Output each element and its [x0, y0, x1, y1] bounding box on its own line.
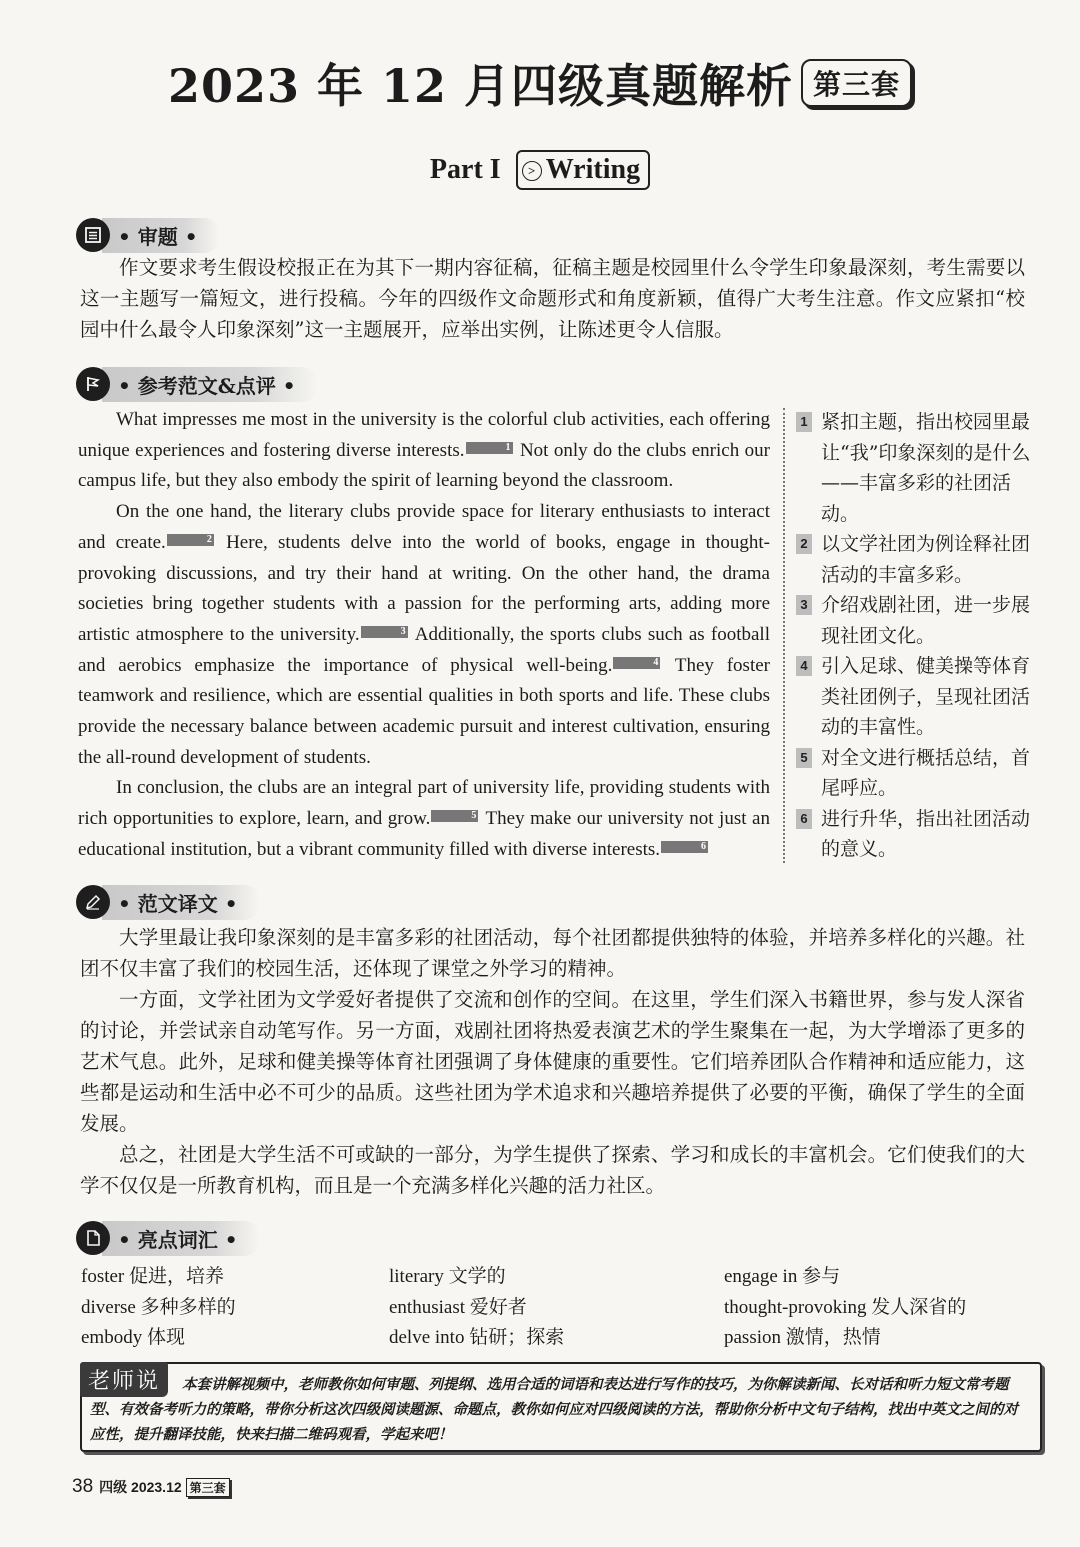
page-number: 38 [72, 1476, 94, 1497]
note-marker-4: 4 [613, 657, 660, 669]
note-item [796, 743, 1036, 804]
pen-icon [76, 885, 110, 919]
page-title [0, 50, 1080, 116]
note-text: 紧扣主题，指出校园里最让“我”印象深刻的是什么——丰富多彩的社团活动。 [821, 411, 1031, 525]
essay-text: They foster teamwork and resilience, which are essential qualities in both sports and life. These clubs provide the necessary balance between academic pursuit and interest cultivation, ensuring the all-round development of students. [78, 654, 770, 768]
vocab-item: foster 促进，培养 [81, 1266, 225, 1287]
essay-text: Here, students delve into the world of books, engage in thought-provoking discussions, and try their hand at writing. On the other hand, the drama societies bring together students with a passion for the performing arts, adding more artistic atmosphere to the university. [78, 531, 770, 645]
document-icon [76, 1221, 110, 1255]
section-vocab-header [76, 1221, 260, 1255]
note-item [796, 590, 1036, 651]
note-number: 4 [796, 656, 812, 676]
list-icon [76, 218, 110, 252]
section-vocab-label: • 亮点词汇 • [102, 1221, 260, 1256]
vocab-item: passion 激情，热情 [724, 1327, 881, 1348]
vocab-item: diverse 多种多样的 [81, 1296, 236, 1318]
section-essay-label: • 参考范文&点评 • [102, 367, 318, 402]
section-translation-label: • 范文译文 • [102, 885, 260, 920]
vocab-column-1 [81, 1262, 236, 1354]
essay-paragraph-3 [78, 773, 770, 865]
part-writing-box [516, 150, 650, 190]
section-analysis-label: • 审题 • [102, 218, 220, 253]
part-writing-label: Writing [545, 154, 641, 185]
essay-text: On the one hand, the literary clubs provide space for literary enthusiasts to interact and create. [78, 501, 770, 553]
note-text: 引入足球、健美操等体育类社团例子，呈现社团活动的丰富性。 [821, 655, 1031, 738]
note-number: 2 [796, 534, 812, 554]
vocab-column-2 [389, 1262, 564, 1354]
vocab-column-3 [724, 1262, 966, 1354]
set-badge: 第三套 [801, 59, 912, 107]
flag-icon [76, 367, 110, 401]
section-essay-header [76, 367, 318, 401]
essay-text: Not only do the clubs enrich our campus life, but they also embody the spirit of learning beyond the classroom. [78, 439, 770, 492]
note-number: 1 [796, 412, 812, 432]
note-number: 3 [796, 595, 812, 615]
vocab-item: enthusiast 爱好者 [389, 1296, 527, 1318]
section-translation-header [76, 885, 260, 919]
translation-paragraph-3: 总之，社团是大学生活不可或缺的一部分，为学生提供了探索、学习和成长的丰富机会。它们使我们的大学不仅仅是一所教育机构，而且是一个充满多样化兴趣的活力社区。 [80, 1143, 1025, 1197]
note-item [796, 407, 1036, 529]
page-footer [72, 1476, 230, 1498]
note-text: 介绍戏剧社团，进一步展现社团文化。 [821, 594, 1031, 647]
note-number: 5 [796, 748, 812, 768]
commentary-notes [796, 407, 1036, 865]
essay-text: They make our university not just an educational institution, but a vibrant community filled with diverse interests. [78, 808, 770, 860]
note-marker-5: 5 [431, 810, 478, 822]
analysis-text [80, 252, 1025, 345]
section-analysis-header [76, 218, 220, 252]
note-marker-6: 6 [661, 841, 708, 853]
part-heading [0, 150, 1080, 190]
note-marker-2: 2 [167, 534, 214, 546]
vocab-item: delve into 钻研；探索 [389, 1327, 565, 1348]
note-item [796, 651, 1036, 743]
column-divider [783, 408, 785, 863]
teacher-says-tag: 老师说 [80, 1362, 168, 1397]
footer-text: 四级 2023.12 [99, 1479, 182, 1495]
note-number: 6 [796, 809, 812, 829]
vocab-item: literary 文学的 [389, 1266, 506, 1287]
vocab-item: engage in 参与 [724, 1266, 841, 1287]
chevron-right-icon: > [522, 161, 542, 181]
essay-paragraph-1 [78, 405, 770, 497]
essay-text: In conclusion, the clubs are an integral part of university life, providing students with rich opportunities to explore, learn, and grow. [78, 777, 770, 830]
note-marker-3: 3 [361, 626, 408, 638]
essay-body [78, 405, 770, 866]
essay-text: Additionally, the sports clubs such as football and aerobics emphasize the importance of physical well-being. [78, 623, 770, 676]
teacher-says-box [80, 1362, 1042, 1452]
essay-paragraph-2 [78, 497, 770, 773]
part-label: Part I [429, 154, 501, 185]
page-title-text: 2023 年 12 月四级真题解析 [167, 59, 794, 113]
vocab-item: thought-provoking 发人深省的 [724, 1296, 967, 1318]
footer-badge: 第三套 [186, 1478, 230, 1497]
translation-paragraph-1: 大学里最让我印象深刻的是丰富多彩的社团活动，每个社团都提供独特的体验，并培养多样化的兴趣。社团不仅丰富了我们的校园生活，还体现了课堂之外学习的精神。 [80, 926, 1025, 980]
note-marker-1: 1 [466, 442, 513, 454]
translation-text [80, 922, 1025, 1201]
note-text: 进行升华，指出社团活动的意义。 [821, 807, 1031, 860]
note-item [796, 804, 1036, 865]
note-item [796, 529, 1036, 590]
essay-text: What impresses me most in the university is the colorful club activities, each offering unique experiences and fostering diverse interests. [78, 409, 770, 461]
analysis-paragraph: 作文要求考生假设校报正在为其下一期内容征稿，征稿主题是校园里什么令学生印象最深刻，考生需要以这一主题写一篇短文，进行投稿。今年的四级作文命题形式和角度新颖，值得广大考生注意。作文应紧扣“校园中什么最令人印象深刻”这一主题展开，应举出实例，让陈述更令人信服。 [80, 256, 1025, 341]
note-text: 对全文进行概括总结，首尾呼应。 [821, 746, 1031, 799]
translation-paragraph-2: 一方面，文学社团为文学爱好者提供了交流和创作的空间。在这里，学生们深入书籍世界，参与发人深省的讨论，并尝试亲自动笔写作。另一方面，戏剧社团将热爱表演艺术的学生聚集在一起，为大学增添了更多的艺术气息。此外，足球和健美操等体育社团强调了身体健康的重要性。它们培养团队合作精神和适应能力，这些都是运动和生活中必不可少的品质。这些社团为学术追求和兴趣培养提供了必要的平衡，确保了学生的全面发展。 [80, 988, 1025, 1135]
teacher-says-text: 本套讲解视频中，老师教你如何审题、列提纲、选用合适的词语和表达进行写作的技巧，为你解读新闻、长对话和听力短文常考题型、有效备考听力的策略，带你分析这次四级阅读题源、命题点，教你如何应对四级阅读的方法，帮助你分析中文句子结构，找出中英文之间的对应性，提升翻译技能，快来扫描二维码观看，学起来吧！ [90, 1376, 1018, 1443]
vocab-item: embody 体现 [81, 1327, 185, 1348]
note-text: 以文学社团为例诠释社团活动的丰富多彩。 [821, 533, 1031, 586]
